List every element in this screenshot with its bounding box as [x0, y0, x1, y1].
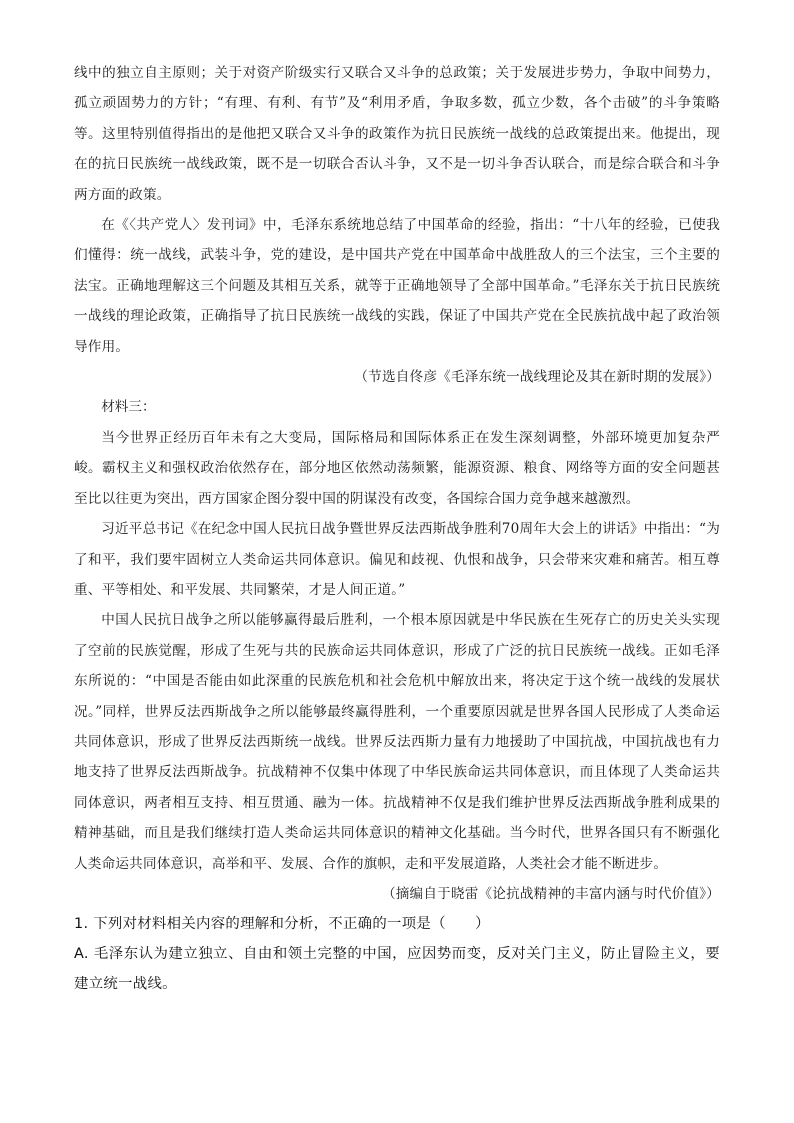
material3-paragraph-2: 习近平总书记《在纪念中国人民抗日战争暨世界反法西斯战争胜利70周年大会上的讲话》中指出：“为了和平，我们要牢固树立人类命运共同体意识。偏见和歧视、仇恨和战争，只会带来灾难和痛苦。相互尊重、平等相处、和平发展、共同繁荣，才是人间正道。”: [74, 521, 720, 598]
material3-label: 材料三：: [101, 399, 156, 416]
material2-paragraph-2: 在《〈共产党人〉发刊词》中，毛泽东系统地总结了中国革命的经验，指出：“十八年的经验，已使我们懂得：统一战线，武装斗争，党的建设，是中国共产党在中国革命中战胜敌人的三个法宝，三个主要的法宝。正确地理解这三个问题及其相互关系，就等于正确地领导了全部中国革命。”毛泽东关于抗日民族统一战线的理论政策，正确指导了抗日民族统一战线的实践，保证了中国共产党在全民族抗战中起了政治领导作用。: [74, 217, 720, 355]
material2-source: （节选自佟彦《毛泽东统一战线理论及其在新时期的发展》）: [354, 369, 720, 386]
material3-paragraph-1: 当今世界正经历百年未有之大变局，国际格局和国际体系正在发生深刻调整，外部环境更加复杂严峻。霸权主义和强权政治依然存在，部分地区依然动荡频繁，能源资源、粮食、网络等方面的安全问题甚至比以往更为突出，西方国家企图分裂中国的阴谋没有改变，各国综合国力竞争越来越激烈。: [74, 429, 720, 507]
material2-paragraph-1: 线中的独立自主原则；关于对资产阶级实行又联合又斗争的总政策；关于发展进步势力，争取中间势力，孤立顽固势力的方针；“有理、有利、有节”及“利用矛盾，争取多数，孤立少数，各个击破”的斗争策略等。这里特别值得指出的是他把又联合又斗争的政策作为抗日民族统一战线的总政策提出来。他提出，现在的抗日民族统一战线政策，既不是一切联合否认斗争，又不是一切斗争否认联合，而是综合联合和斗争两方面的政策。: [74, 65, 720, 203]
question-1-stem: 1. 下列对材料相关内容的理解和分析，不正确的一项是（ ）: [74, 916, 490, 933]
material3-source: （摘编自于晓雷《论抗战精神的丰富内涵与时代价值》）: [381, 885, 720, 902]
material3-paragraph-3: 中国人民抗日战争之所以能够赢得最后胜利，一个根本原因就是中华民族在生死存亡的历史关头实现了空前的民族觉醒，形成了生死与共的民族命运共同体意识，形成了广泛的抗日民族统一战线。正如毛泽东所说的：“中国是否能由如此深重的民族危机和社会危机中解放出来，将决定于这个统一战线的发展状况。”同样，世界反法西斯战争之所以能够最终赢得胜利，一个重要原因就是世界各国人民形成了人类命运共同体意识，形成了世界反法西斯统一战线。世界反法西斯力量有力地援助了中国抗战，中国抗战也有力地支持了世界反法西斯战争。抗战精神不仅集中体现了中华民族命运共同体意识，而且体现了人类命运共同体意识，两者相互支持、相互贯通、融为一体。抗战精神不仅是我们维护世界反法西斯战争胜利成果的精神基础，而且是我们继续打造人类命运共同体意识的精神文化基础。当今时代，世界各国只有不断强化人类命运共同体意识，高举和平、发展、合作的旗帜，走和平发展道路，人类社会才能不断进步。: [74, 612, 720, 872]
document-page: [74, 58, 720, 999]
question-1-option-a: A. 毛泽东认为建立独立、自由和领土完整的中国，应因势而变，反对关门主义，防止冒险主义，要建立统一战线。: [74, 946, 720, 993]
